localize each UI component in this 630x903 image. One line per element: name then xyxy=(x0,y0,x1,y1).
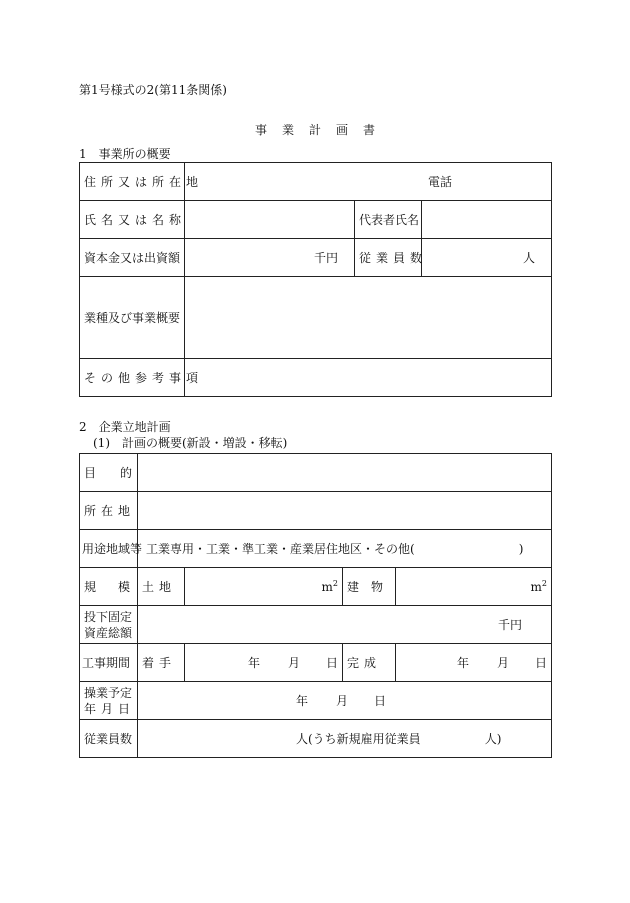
land-label: 土地 xyxy=(138,568,185,606)
capital-field[interactable] xyxy=(185,239,355,277)
construction-label: 工事期間 xyxy=(80,644,138,682)
zoning-options: 工業専用・工業・準工業・産業居住地区・その他( xyxy=(146,542,415,556)
building-area-unit: $m^2$ xyxy=(530,579,547,594)
address-field[interactable] xyxy=(185,163,552,201)
row-other xyxy=(80,359,552,397)
row-scale xyxy=(80,568,552,606)
capital-label: 資本金又は出資額 xyxy=(80,239,185,277)
employees-label: 従業員数 xyxy=(355,239,422,277)
business-overview-table xyxy=(79,162,552,397)
zoning-close: ) xyxy=(518,542,524,556)
row-capital xyxy=(80,239,552,277)
address-label: 住所又は所在地 xyxy=(80,163,185,201)
row-location xyxy=(80,492,552,530)
name-label: 氏名又は名称 xyxy=(80,201,185,239)
row-operation xyxy=(80,682,552,720)
row-address xyxy=(80,163,552,201)
operation-date-field[interactable]: 年 月 日 xyxy=(138,682,552,720)
row-construction xyxy=(80,644,552,682)
form-number: 第1号様式の2(第11条関係) xyxy=(79,83,227,97)
start-label: 着手 xyxy=(138,644,185,682)
representative-label: 代表者氏名 xyxy=(355,201,422,239)
row-name xyxy=(80,201,552,239)
location-label: 所在地 xyxy=(80,492,138,530)
row-staff xyxy=(80,720,552,758)
employees-unit: 人 xyxy=(522,251,535,265)
complete-date-field[interactable]: 年 月 日 xyxy=(396,644,552,682)
building-label: 建 物 xyxy=(343,568,396,606)
row-investment xyxy=(80,606,552,644)
purpose-label: 目 的 xyxy=(80,454,138,492)
representative-field[interactable] xyxy=(422,201,552,239)
complete-label: 完成 xyxy=(343,644,396,682)
row-zoning xyxy=(80,530,552,568)
section1-heading: 1 事業所の概要 xyxy=(79,147,171,161)
document-title: 事業計画書 xyxy=(254,123,390,137)
zoning-label: 用途地域等 xyxy=(80,530,138,568)
business-label: 業種及び事業概要 xyxy=(80,277,185,359)
section2-subheading: (1) 計画の概要(新設・増設・移転) xyxy=(93,436,288,450)
business-field[interactable] xyxy=(185,277,552,359)
investment-label: 投下固定 資産総額 xyxy=(80,606,138,644)
start-date-field[interactable]: 年 月 日 xyxy=(185,644,343,682)
staff-text: 人(うち新規雇用従業員 xyxy=(296,732,421,746)
building-area-field[interactable] xyxy=(396,568,552,606)
zoning-field[interactable] xyxy=(138,530,552,568)
scale-label: 規 模 xyxy=(80,568,138,606)
investment-unit: 千円 xyxy=(497,618,522,632)
location-plan-table xyxy=(79,453,552,758)
row-purpose xyxy=(80,454,552,492)
name-field[interactable] xyxy=(185,201,355,239)
staff-close: 人) xyxy=(484,732,502,746)
phone-label: 電話 xyxy=(428,175,453,189)
investment-field[interactable] xyxy=(138,606,552,644)
land-area-unit: $m^2$ xyxy=(321,579,338,594)
staff-label: 従業員数 xyxy=(80,720,138,758)
employees-field[interactable] xyxy=(422,239,552,277)
other-field[interactable] xyxy=(185,359,552,397)
land-area-field[interactable] xyxy=(185,568,343,606)
row-business xyxy=(80,277,552,359)
capital-unit: 千円 xyxy=(313,251,338,265)
purpose-field[interactable] xyxy=(138,454,552,492)
staff-field[interactable] xyxy=(138,720,552,758)
section2-heading: 2 企業立地計画 xyxy=(79,420,171,434)
other-label: その他参考事項 xyxy=(80,359,185,397)
location-field[interactable] xyxy=(138,492,552,530)
operation-label: 操業予定 年月日 xyxy=(80,682,138,720)
